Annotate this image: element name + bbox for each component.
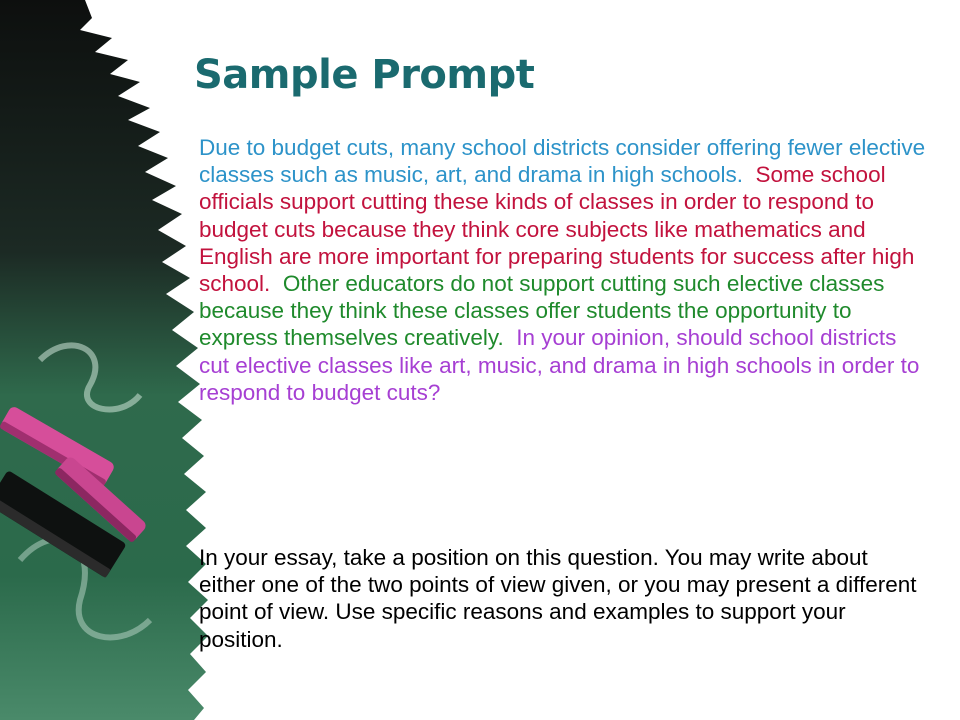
prompt-support-view-text: Some school officials support cutting these kinds of classes in order to respond to budget cuts because they think core subjects like mathematics and English are more important for preparing students for success after high school.	[199, 162, 915, 297]
prompt-oppose-view-text: Other educators do not support cutting such elective classes because they think these classes offer students the opportunity to express themselves creatively.	[199, 271, 885, 351]
chalkboard-decoration	[0, 0, 220, 720]
essay-instructions: In your essay, take a position on this question. You may write about either one of the two points of view given, or you may present a different point of view. Use specific reasons and examples to support your position.	[199, 545, 917, 652]
prompt-context-text: Due to budget cuts, many school districts consider offering fewer elective classes such as music, art, and drama in high schools.	[199, 135, 926, 188]
prompt-paragraph	[199, 134, 929, 406]
chalkboard-edge	[0, 0, 208, 720]
slide-title: Sample Prompt	[194, 52, 535, 98]
prompt-question-text: In your opinion, should school districts cut elective classes like art, music, and drama in high schools in order to respond to budget cuts?	[199, 325, 920, 405]
